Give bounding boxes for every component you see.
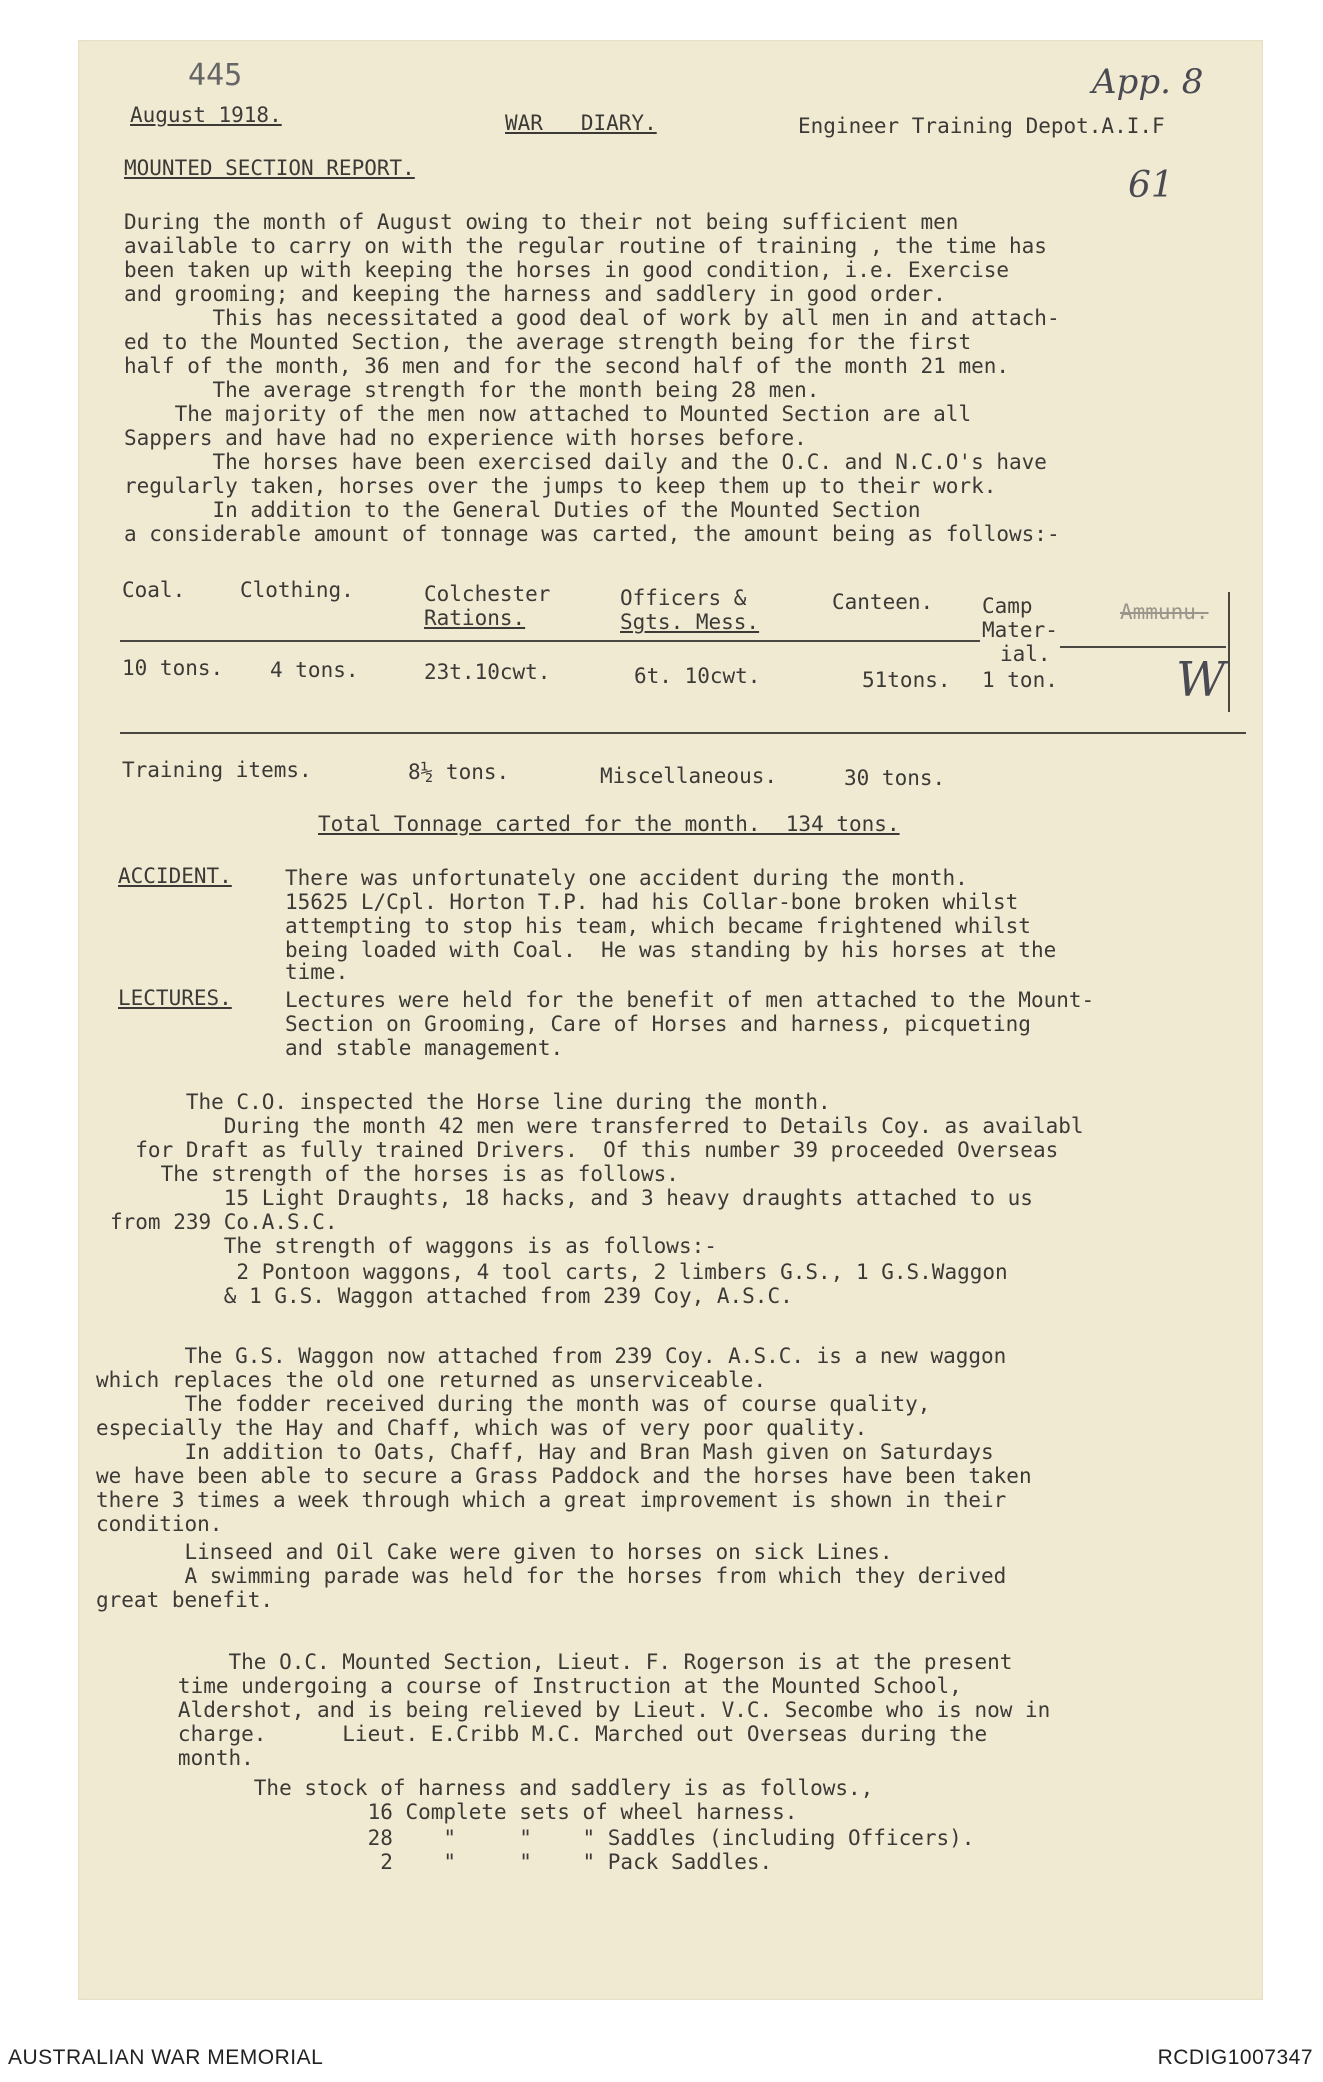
table-header-mater: Mater-	[982, 618, 1058, 642]
lectures-label: LECTURES.	[118, 986, 232, 1010]
accident-label: ACCIDENT.	[118, 864, 232, 888]
body-line: for Draft as fully trained Drivers. Of this number 39 proceeded Overseas	[110, 1138, 1059, 1162]
closing-line: 16 Complete sets of wheel harness.	[140, 1800, 798, 1824]
diary-date: August 1918.	[130, 103, 282, 127]
table-value-clothing: 4 tons.	[270, 658, 359, 682]
misc-value: 30 tons.	[844, 766, 946, 790]
table-right-border	[1228, 592, 1230, 712]
body-line: which replaces the old one returned as unserviceable.	[96, 1368, 767, 1392]
table-header-rule	[120, 640, 980, 642]
folio-number: 61	[1128, 165, 1174, 206]
table-header-colchester: Colchester	[424, 582, 551, 606]
table-value-officers: 6t. 10cwt.	[634, 664, 761, 688]
intro-line: a considerable amount of tonnage was carted, the amount being as follows:-	[124, 522, 1060, 546]
accident-line: 15625 L/Cpl. Horton T.P. had his Collar-bone broken whilst	[285, 890, 1019, 914]
body-line: 15 Light Draughts, 18 hacks, and 3 heavy draughts attached to us	[110, 1186, 1033, 1210]
table-value-camp: 1 ton.	[982, 668, 1058, 692]
table-header-rations: Rations.	[424, 606, 526, 630]
table-bottom-rule	[120, 732, 1246, 734]
lectures-line: Section on Grooming, Care of Horses and harness, picqueting	[285, 1012, 1031, 1036]
accident-line: attempting to stop his team, which became frightened whilst	[285, 914, 1031, 938]
unit-name: Engineer Training Depot.A.I.F	[798, 114, 1165, 138]
intro-line: been taken up with keeping the horses in good condition, i.e. Exercise	[124, 258, 1010, 282]
footer-id: RCDIG1007347	[1157, 2046, 1313, 2069]
table-value-coal: 10 tons.	[122, 656, 224, 680]
intro-line: The horses have been exercised daily and the O.C. and N.C.O's have	[124, 450, 1047, 474]
body-line: 2 Pontoon waggons, 4 tool carts, 2 limbers G.S., 1 G.S.Waggon	[110, 1260, 1008, 1284]
closing-line: 28 " " " Saddles (including Officers).	[140, 1826, 975, 1850]
body-line: The fodder received during the month was of course quality,	[96, 1392, 931, 1416]
table-header-ammunition-struck: Ammunu.	[1120, 600, 1209, 624]
closing-line: month.	[140, 1746, 254, 1770]
closing-line: time undergoing a course of Instruction at the Mounted School,	[140, 1674, 962, 1698]
table-header-sgts-mess: Sgts. Mess.	[620, 610, 760, 634]
intro-line: regularly taken, horses over the jumps to keep them up to their work.	[124, 474, 997, 498]
body-line: condition.	[96, 1512, 223, 1536]
table-header-camp: Camp	[982, 594, 1033, 618]
body-line: & 1 G.S. Waggon attached from 239 Coy, A.S.C.	[110, 1284, 793, 1308]
misc-label: Miscellaneous.	[600, 764, 778, 788]
body-line: from 239 Co.A.S.C.	[110, 1210, 338, 1234]
body-line: there 3 times a week through which a great improvement is shown in their	[96, 1488, 1007, 1512]
lectures-line: and stable management.	[285, 1036, 564, 1060]
body-line: we have been able to secure a Grass Paddock and the horses have been taken	[96, 1464, 1032, 1488]
table-header-clothing: Clothing.	[240, 578, 354, 602]
appendix-stamp: App. 8	[1092, 62, 1204, 102]
table-header-rule-right	[1060, 646, 1226, 648]
intro-line: This has necessitated a good deal of work by all men in and attach-	[124, 306, 1060, 330]
accident-line: time.	[285, 960, 349, 984]
closing-line: The O.C. Mounted Section, Lieut. F. Rogerson is at the present	[140, 1650, 1013, 1674]
body-line: During the month 42 men were transferred to Details Coy. as availabl	[110, 1114, 1084, 1138]
intro-line: The majority of the men now attached to Mounted Section are all	[124, 402, 972, 426]
body-line: Linseed and Oil Cake were given to horses on sick Lines.	[96, 1540, 893, 1564]
total-tonnage: Total Tonnage carted for the month. 134 tons.	[318, 812, 900, 836]
closing-line: 2 " " " Pack Saddles.	[140, 1850, 773, 1874]
page-number: 445	[188, 58, 243, 93]
table-value-canteen: 51tons.	[862, 668, 951, 692]
intro-line: The average strength for the month being 28 men.	[124, 378, 820, 402]
intro-line: Sappers and have had no experience with horses before.	[124, 426, 807, 450]
table-initials: W	[1176, 652, 1226, 708]
intro-line: half of the month, 36 men and for the second half of the month 21 men.	[124, 354, 1010, 378]
table-header-coal: Coal.	[122, 578, 186, 602]
body-line: The strength of waggons is as follows:-	[110, 1234, 717, 1258]
intro-line: In addition to the General Duties of the Mounted Section	[124, 498, 921, 522]
table-header-canteen: Canteen.	[832, 590, 934, 614]
body-line: A swimming parade was held for the horses from which they derived	[96, 1564, 1007, 1588]
closing-line: charge. Lieut. E.Cribb M.C. Marched out Overseas during the	[140, 1722, 988, 1746]
intro-line: available to carry on with the regular routine of training , the time has	[124, 234, 1047, 258]
intro-line: ed to the Mounted Section, the average strength being for the first	[124, 330, 972, 354]
training-items-value: 8½ tons.	[408, 760, 510, 784]
body-line: The strength of the horses is as follows.	[110, 1162, 679, 1186]
intro-line: During the month of August owing to their not being sufficient men	[124, 210, 959, 234]
accident-line: being loaded with Coal. He was standing by his horses at the	[285, 938, 1057, 962]
lectures-line: Lectures were held for the benefit of men attached to the Mount-	[285, 988, 1095, 1012]
diary-title: WAR DIARY.	[505, 111, 657, 135]
footer-source: AUSTRALIAN WAR MEMORIAL	[8, 2046, 324, 2069]
training-items-label: Training items.	[122, 758, 312, 782]
body-line: The G.S. Waggon now attached from 239 Coy. A.S.C. is a new waggon	[96, 1344, 1007, 1368]
body-line: especially the Hay and Chaff, which was of very poor quality.	[96, 1416, 868, 1440]
closing-line: Aldershot, and is being relieved by Lieut. V.C. Secombe who is now in	[140, 1698, 1051, 1722]
body-line: great benefit.	[96, 1588, 274, 1612]
body-line: The C.O. inspected the Horse line during the month.	[110, 1090, 831, 1114]
table-header-ial: ial.	[1000, 642, 1051, 666]
accident-line: There was unfortunately one accident during the month.	[285, 866, 968, 890]
intro-line: and grooming; and keeping the harness and saddlery in good order.	[124, 282, 946, 306]
table-header-officers: Officers &	[620, 586, 747, 610]
closing-line: The stock of harness and saddlery is as follows.,	[140, 1776, 874, 1800]
report-title: MOUNTED SECTION REPORT.	[124, 156, 415, 180]
table-value-colchester: 23t.10cwt.	[424, 660, 551, 684]
body-line: In addition to Oats, Chaff, Hay and Bran Mash given on Saturdays	[96, 1440, 994, 1464]
